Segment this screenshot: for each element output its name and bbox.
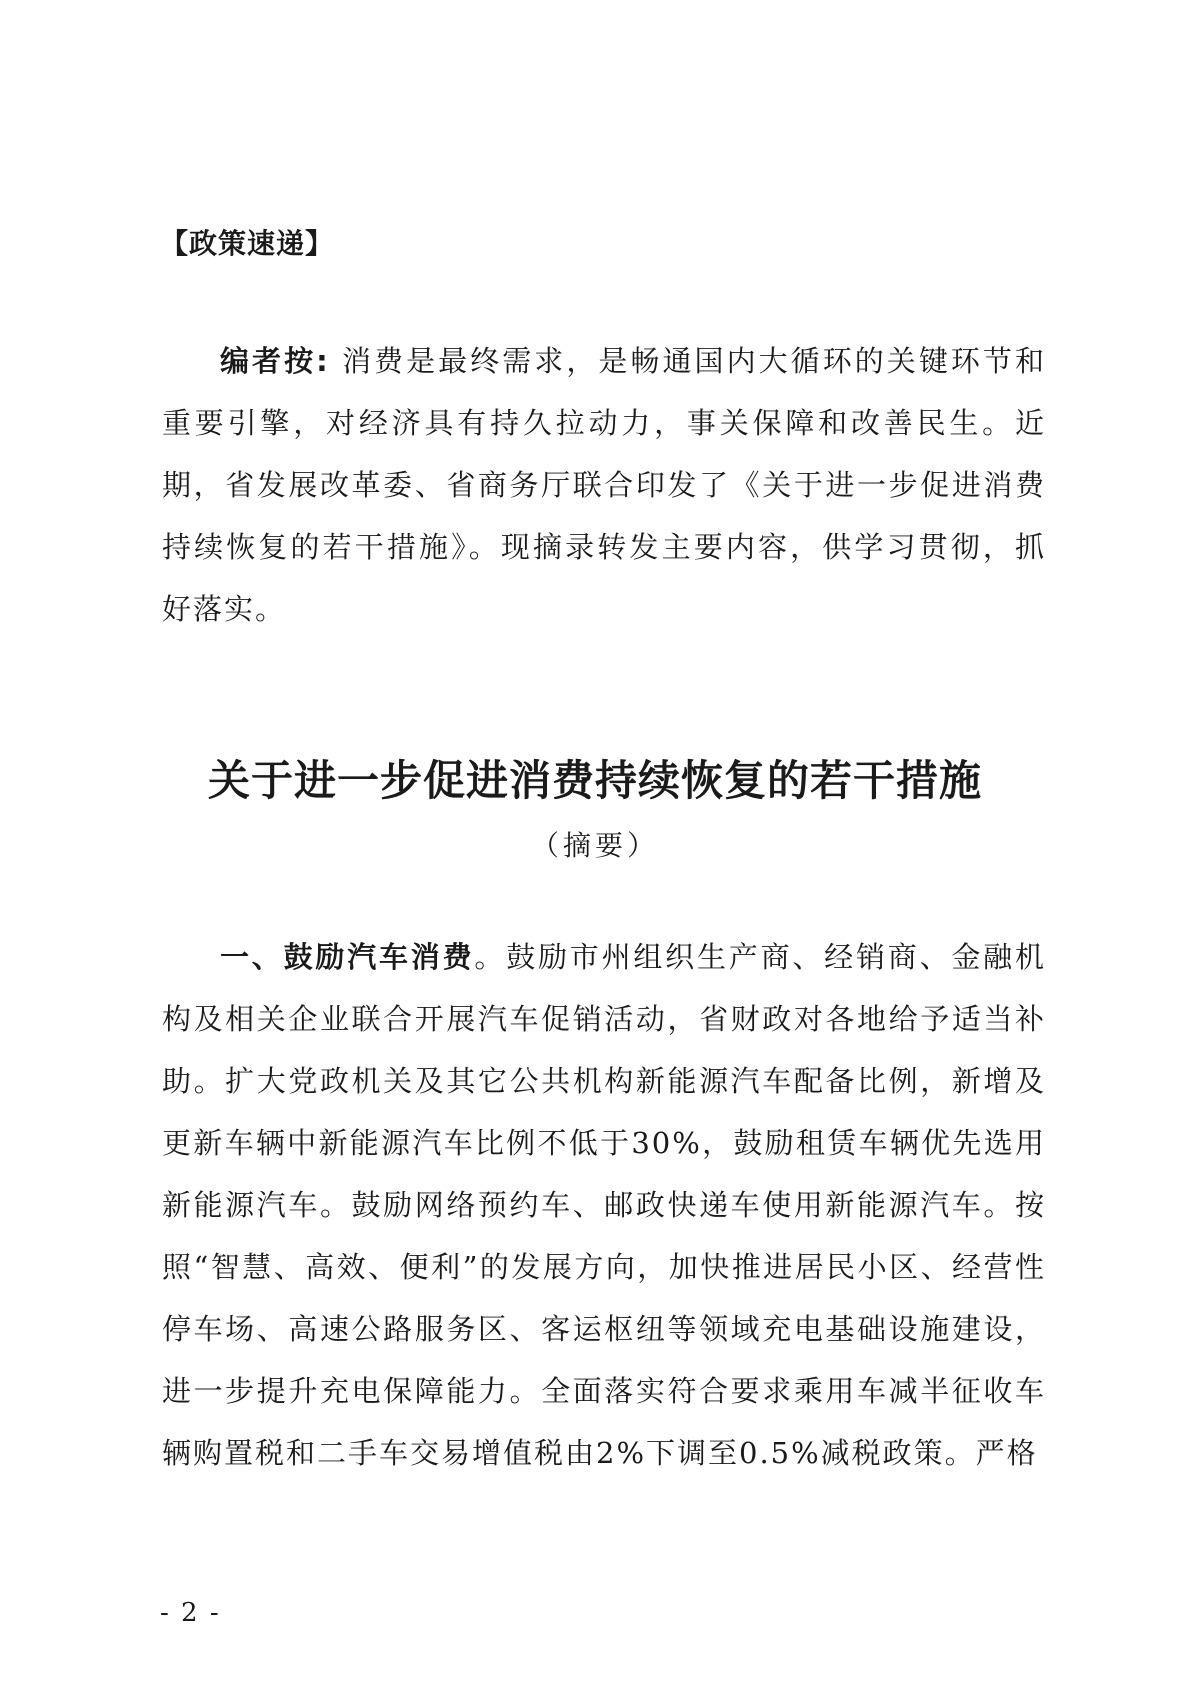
- editor-note-body: 消费是最终需求，是畅通国内大循环的关键环节和重要引擎，对经济具有持久拉动力，事关保障和改善民生。近期，省发展改革委、省商务厅联合印发了《关于进一步促进消费持续恢复的若干措施》。现摘录转发主要内容，供学习贯彻，抓好落实。: [162, 344, 1046, 626]
- section-heading: 一、鼓励汽车消费: [220, 940, 475, 974]
- editor-note-lead: 编者按:: [220, 344, 330, 378]
- document-subtitle: （摘要）: [530, 829, 659, 862]
- editor-note-paragraph: [162, 330, 1046, 640]
- section-paragraph: [162, 926, 1046, 1484]
- document-title: 关于进一步促进消费持续恢复的若干措施: [207, 756, 982, 805]
- section-tag: 【政策速递】: [160, 227, 335, 260]
- page-number: - 2 -: [160, 1598, 221, 1628]
- section-body: 。鼓励市州组织生产商、经销商、金融机构及相关企业联合开展汽车促销活动，省财政对各地给予适当补助。扩大党政机关及其它公共机构新能源汽车配备比例，新增及更新车辆中新能源汽车比例不低于30%，鼓励租赁车辆优先选用新能源汽车。鼓励网络预约车、邮政快递车使用新能源汽车。按照“智慧、高效、便利”的发展方向，加快推进居民小区、经营性停车场、高速公路服务区、客运枢纽等领域充电基础设施建设，进一步提升充电保障能力。全面落实符合要求乘用车减半征收车辆购置税和二手车交易增值税由2%下调至0.5%减税政策。严格: [162, 940, 1046, 1470]
